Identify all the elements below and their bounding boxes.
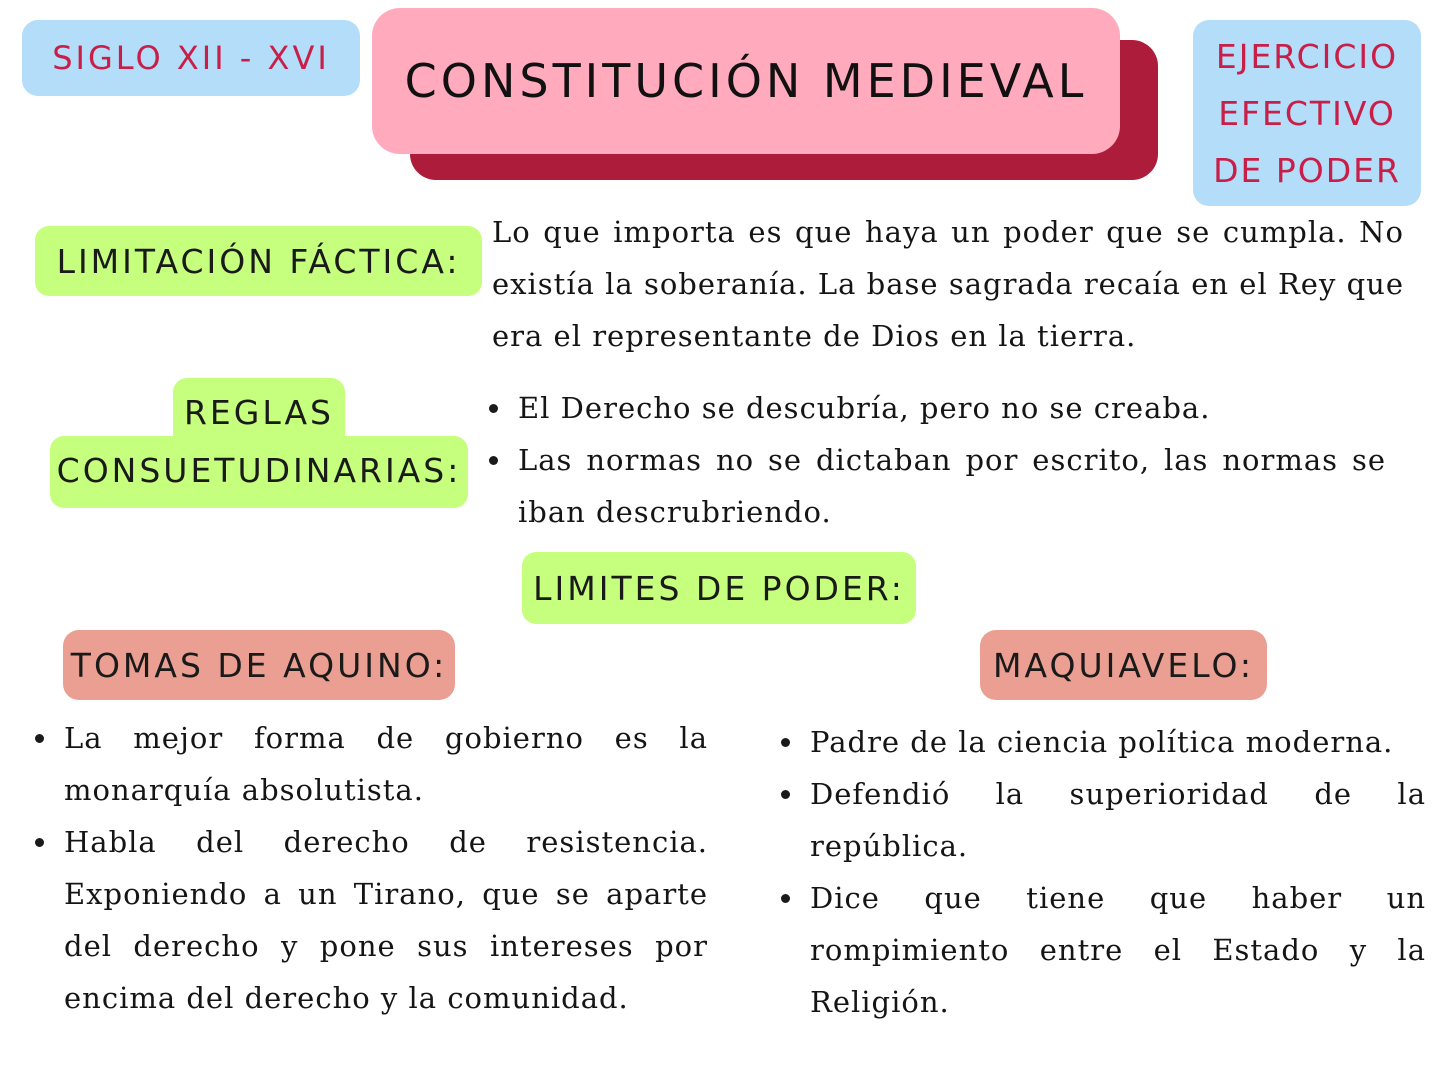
list-item: Las normas no se dictaban por escrito, las normas se iban descrubriendo. [486,434,1386,538]
list-item: Dice que tiene que haber un rompimiento entre el Estado y la Religión. [778,872,1426,1028]
reglas-list [486,382,1386,538]
list-item: El Derecho se descubría, pero no se creaba. [486,382,1386,434]
reglas-label [50,384,468,500]
maquiavelo-list [778,716,1426,1028]
aquino-list [32,712,708,1024]
limites-label-box [522,552,916,624]
exercise-line-2: EFECTIVO [1218,93,1396,133]
list-item: Habla del derecho de resistencia. Exponiendo a un Tirano, que se aparte del derecho y pone sus intereses por encima del derecho y la comunidad. [32,816,708,1024]
maquiavelo-label-box [980,630,1267,700]
exercise-badge [1193,20,1421,206]
page-title-box [372,8,1120,154]
limitacion-label: LIMITACIÓN FÁCTICA: [56,241,461,281]
exercise-line-1: EJERCICIO [1215,36,1399,76]
list-item: Padre de la ciencia política moderna. [778,716,1426,768]
period-label: SIGLO XII - XVI [52,39,330,77]
limitacion-label-box [35,226,482,296]
list-item: La mejor forma de gobierno es la monarquía absolutista. [32,712,708,816]
aquino-label: TOMAS DE AQUINO: [70,645,448,685]
limites-label: LIMITES DE PODER: [533,568,905,608]
reglas-label-line-2: CONSUETUDINARIAS: [56,451,462,490]
aquino-label-box [63,630,455,700]
list-item: Defendió la superioridad de la república. [778,768,1426,872]
limitacion-text: Lo que importa es que haya un poder que se cumpla. No existía la soberanía. La base sagrada recaía en el Rey que era el representante de Dios en la tierra. [492,215,1404,353]
period-badge [22,20,360,96]
page-title: CONSTITUCIÓN MEDIEVAL [404,54,1088,108]
maquiavelo-label: MAQUIAVELO: [993,645,1254,685]
exercise-line-3: DE PODER [1213,150,1401,190]
reglas-label-line-1: REGLAS [183,393,335,432]
